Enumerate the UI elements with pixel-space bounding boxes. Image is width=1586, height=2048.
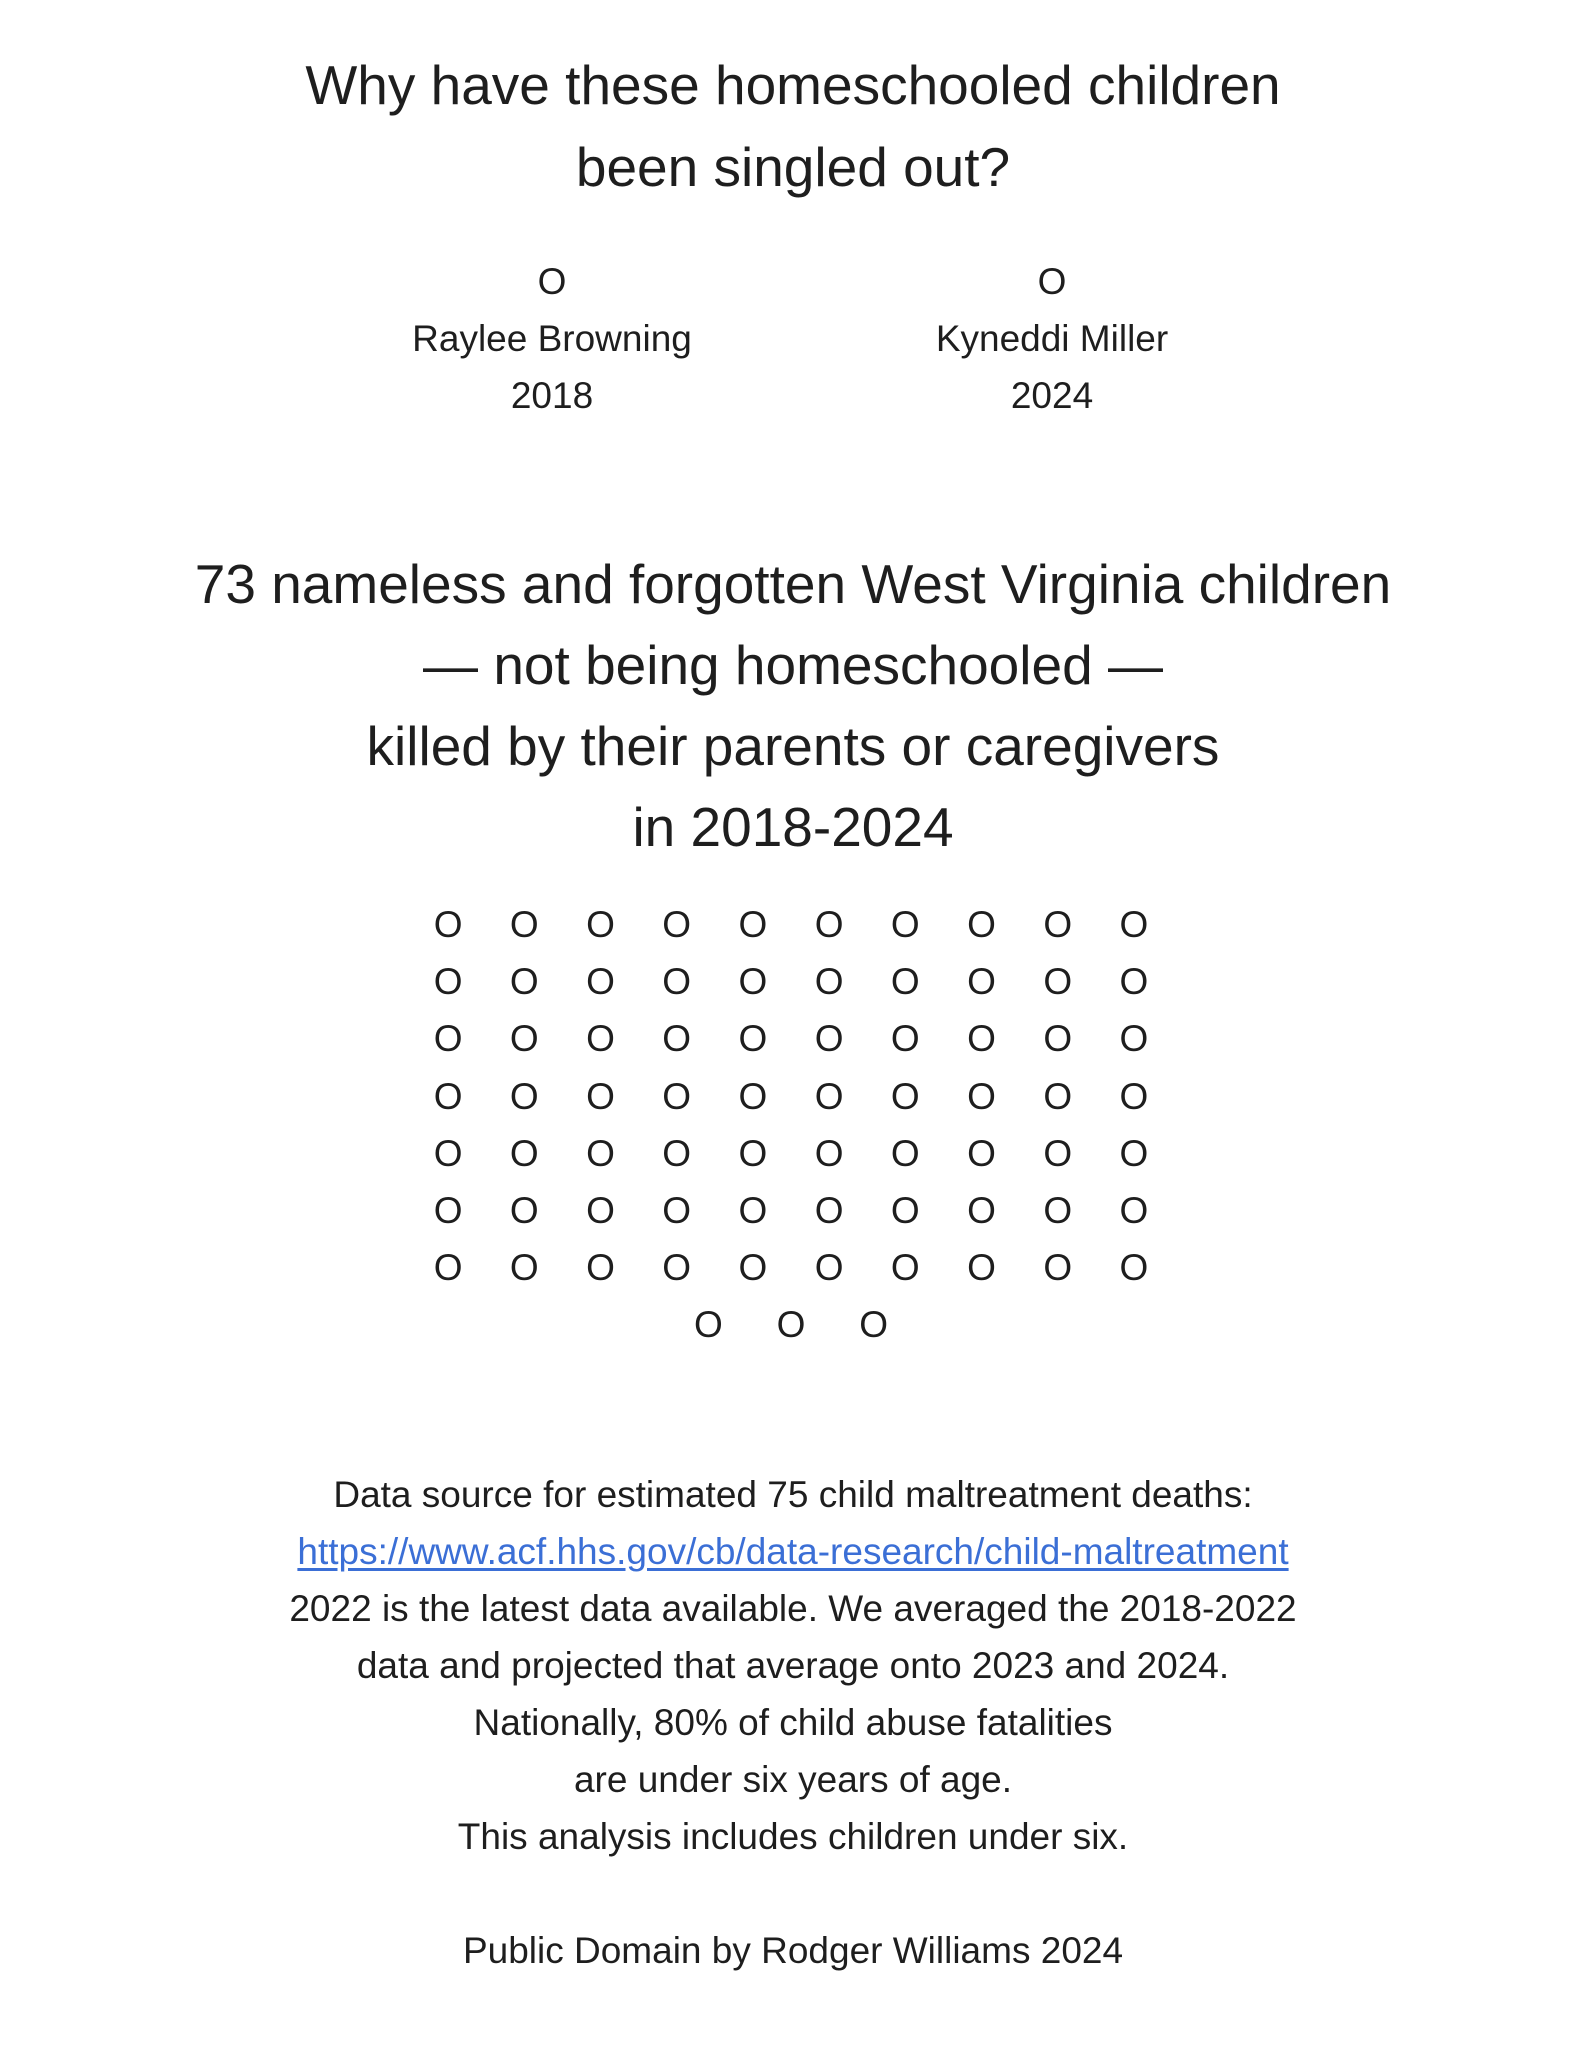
child-circle-icon: O bbox=[509, 961, 539, 1003]
child-circle-icon: O bbox=[814, 1018, 844, 1060]
child-circle-icon: O bbox=[1119, 961, 1149, 1003]
child-circle-icon: O bbox=[967, 1132, 996, 1174]
circle-row bbox=[410, 1068, 1172, 1125]
title-line-1: Why have these homeschooled children bbox=[305, 54, 1281, 116]
child-circle-icon: O bbox=[586, 904, 615, 946]
named-child-name: Kyneddi Miller bbox=[935, 318, 1169, 359]
child-circle-icon: O bbox=[1119, 1075, 1149, 1117]
child-circle-icon: O bbox=[967, 961, 996, 1003]
child-circle-icon: O bbox=[537, 261, 567, 302]
child-circle-icon: O bbox=[1119, 1018, 1149, 1060]
child-circle-icon: O bbox=[890, 1018, 920, 1060]
child-circle-icon: O bbox=[586, 1190, 615, 1232]
child-circle-icon: O bbox=[586, 1132, 615, 1174]
child-circle-icon: O bbox=[1043, 1018, 1073, 1060]
child-circle-icon: O bbox=[738, 1132, 768, 1174]
child-circle-icon: O bbox=[859, 1304, 888, 1346]
child-circle-icon: O bbox=[586, 1018, 615, 1060]
circle-row bbox=[410, 1296, 1172, 1353]
child-circle-icon: O bbox=[1043, 1247, 1073, 1289]
child-circle-icon: O bbox=[433, 1190, 463, 1232]
child-circle-icon: O bbox=[433, 961, 463, 1003]
child-circle-icon: O bbox=[814, 1075, 844, 1117]
child-circle-icon: O bbox=[814, 961, 844, 1003]
child-circle-icon: O bbox=[890, 1132, 920, 1174]
child-circle-icon: O bbox=[776, 1304, 806, 1346]
named-child-raylee bbox=[342, 253, 762, 424]
child-circle-icon: O bbox=[433, 1075, 463, 1117]
child-circle-icon: O bbox=[509, 1190, 539, 1232]
data-source-note bbox=[0, 1466, 1586, 1979]
source-line-6: are under six years of age. bbox=[573, 1759, 1013, 1800]
child-circle-icon: O bbox=[433, 1247, 463, 1289]
child-circle-icon: O bbox=[738, 961, 768, 1003]
circle-row bbox=[410, 1125, 1172, 1182]
child-circle-icon: O bbox=[814, 904, 844, 946]
child-circle-icon: O bbox=[586, 1247, 615, 1289]
child-circle-icon: O bbox=[1037, 261, 1067, 302]
circle-row bbox=[410, 1010, 1172, 1067]
child-circle-icon: O bbox=[1043, 1190, 1073, 1232]
child-circle-icon: O bbox=[1043, 961, 1073, 1003]
child-circle-icon: O bbox=[890, 904, 920, 946]
source-line-4: data and projected that average onto 2023 and 2024. bbox=[356, 1645, 1230, 1686]
circle-row bbox=[410, 1182, 1172, 1239]
source-line-1: Data source for estimated 75 child maltreatment deaths: bbox=[333, 1474, 1253, 1515]
child-circle-icon: O bbox=[1043, 904, 1073, 946]
child-circle-icon: O bbox=[890, 961, 920, 1003]
child-circle-icon: O bbox=[890, 1190, 920, 1232]
child-circle-icon: O bbox=[1119, 1132, 1149, 1174]
credit-line: Public Domain by Rodger Williams 2024 bbox=[462, 1930, 1124, 1971]
child-circle-icon: O bbox=[694, 1304, 723, 1346]
child-circle-icon: O bbox=[967, 1247, 996, 1289]
circle-row bbox=[410, 1239, 1172, 1296]
children-circle-grid bbox=[410, 896, 1172, 1354]
child-circle-icon: O bbox=[1043, 1132, 1073, 1174]
child-circle-icon: O bbox=[509, 1075, 539, 1117]
headline-line-3: killed by their parents or caregivers bbox=[366, 715, 1220, 777]
child-circle-icon: O bbox=[662, 1075, 692, 1117]
headline-line-4: in 2018-2024 bbox=[632, 796, 954, 858]
page-title bbox=[0, 44, 1586, 208]
child-circle-icon: O bbox=[509, 1018, 539, 1060]
child-circle-icon: O bbox=[738, 904, 768, 946]
child-circle-icon: O bbox=[814, 1190, 844, 1232]
child-circle-icon: O bbox=[814, 1132, 844, 1174]
circle-row bbox=[410, 896, 1172, 953]
child-circle-icon: O bbox=[967, 1190, 996, 1232]
child-circle-icon: O bbox=[1119, 904, 1149, 946]
child-circle-icon: O bbox=[662, 961, 692, 1003]
source-line-5: Nationally, 80% of child abuse fatalities bbox=[473, 1702, 1113, 1743]
child-circle-icon: O bbox=[509, 1132, 539, 1174]
child-circle-icon: O bbox=[738, 1075, 768, 1117]
child-circle-icon: O bbox=[433, 1132, 463, 1174]
child-circle-icon: O bbox=[738, 1190, 768, 1232]
child-circle-icon: O bbox=[509, 1247, 539, 1289]
named-child-name: Raylee Browning bbox=[412, 318, 692, 359]
child-circle-icon: O bbox=[1119, 1247, 1149, 1289]
child-circle-icon: O bbox=[967, 1075, 996, 1117]
child-circle-icon: O bbox=[586, 961, 615, 1003]
child-circle-icon: O bbox=[738, 1018, 768, 1060]
child-circle-icon: O bbox=[738, 1247, 768, 1289]
child-circle-icon: O bbox=[967, 1018, 996, 1060]
child-circle-icon: O bbox=[890, 1247, 920, 1289]
child-circle-icon: O bbox=[890, 1075, 920, 1117]
child-circle-icon: O bbox=[662, 1247, 692, 1289]
child-circle-icon: O bbox=[662, 1018, 692, 1060]
child-circle-icon: O bbox=[509, 904, 539, 946]
child-circle-icon: O bbox=[814, 1247, 844, 1289]
named-child-year: 2018 bbox=[510, 375, 594, 416]
source-line-7: This analysis includes children under six. bbox=[457, 1816, 1129, 1857]
child-circle-icon: O bbox=[967, 904, 996, 946]
circle-row bbox=[410, 953, 1172, 1010]
child-circle-icon: O bbox=[662, 1190, 692, 1232]
named-child-year: 2024 bbox=[1010, 375, 1094, 416]
headline-line-1: 73 nameless and forgotten West Virginia children bbox=[194, 553, 1392, 615]
child-circle-icon: O bbox=[433, 904, 463, 946]
child-circle-icon: O bbox=[1043, 1075, 1073, 1117]
child-circle-icon: O bbox=[662, 1132, 692, 1174]
named-child-kyneddi bbox=[842, 253, 1262, 424]
headline-line-2: — not being homeschooled — bbox=[423, 634, 1163, 696]
child-circle-icon: O bbox=[1119, 1190, 1149, 1232]
source-line-3: 2022 is the latest data available. We averaged the 2018-2022 bbox=[289, 1588, 1297, 1629]
headline bbox=[0, 544, 1586, 868]
child-circle-icon: O bbox=[586, 1075, 615, 1117]
child-circle-icon: O bbox=[433, 1018, 463, 1060]
title-line-2: been singled out? bbox=[575, 136, 1011, 198]
child-circle-icon: O bbox=[662, 904, 692, 946]
source-link[interactable]: https://www.acf.hhs.gov/cb/data-research/child-maltreatment bbox=[297, 1531, 1289, 1572]
